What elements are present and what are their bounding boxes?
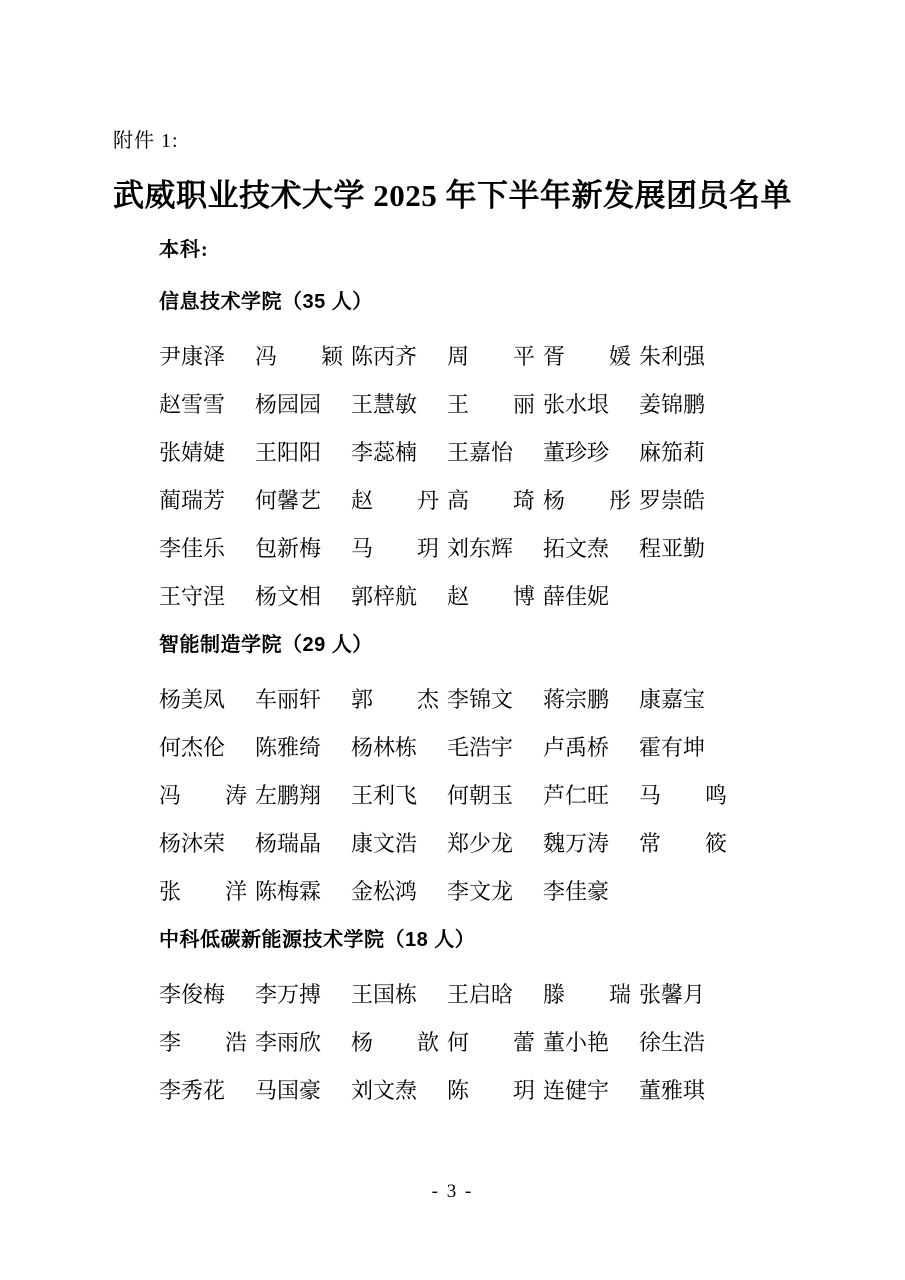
- member-name: 陈雅绮: [255, 735, 322, 760]
- member-name: 杨园园: [255, 392, 322, 417]
- attachment-label: 附件 1:: [113, 130, 179, 152]
- member-name: 郭梓航: [351, 584, 418, 609]
- member-name: 赵雪雪: [159, 392, 226, 417]
- member-name: 郑少龙: [447, 831, 514, 856]
- member-name: 王阳阳: [255, 440, 322, 465]
- member-name: 毛浩宇: [447, 735, 514, 760]
- member-name: 尹康泽: [159, 344, 226, 369]
- member-name: 卢禹桥: [543, 735, 610, 760]
- college-section: [159, 621, 799, 916]
- name-row: [159, 820, 799, 868]
- member-name: 何 蕾: [447, 1030, 536, 1055]
- member-name: 麻笳莉: [639, 440, 706, 465]
- member-name: 马国豪: [255, 1078, 322, 1103]
- member-name: 滕 瑞: [543, 982, 632, 1007]
- member-name: 王慧敏: [351, 392, 418, 417]
- member-name: 杨文相: [255, 584, 322, 609]
- member-name: 马 鸣: [639, 783, 728, 808]
- member-name: 蒋宗鹏: [543, 687, 610, 712]
- member-name: 李佳豪: [543, 879, 610, 904]
- section-heading: 智能制造学院（29 人）: [159, 634, 373, 656]
- member-name: 刘东辉: [447, 536, 514, 561]
- member-name: 李秀花: [159, 1078, 226, 1103]
- member-name: 李雨欣: [255, 1030, 322, 1055]
- name-row: [159, 477, 799, 525]
- member-name: 霍有坤: [639, 735, 706, 760]
- member-name: 李万搏: [255, 982, 322, 1007]
- sections: [159, 278, 799, 1115]
- name-row: [159, 971, 799, 1019]
- member-name: 杨瑞晶: [255, 831, 322, 856]
- member-name: 高 琦: [447, 488, 536, 513]
- member-name: 李锦文: [447, 687, 514, 712]
- member-name: 李文龙: [447, 879, 514, 904]
- member-name: 程亚勤: [639, 536, 706, 561]
- section-heading: 信息技术学院（35 人）: [159, 291, 373, 313]
- name-row: [159, 772, 799, 820]
- member-name: 杨美凤: [159, 687, 226, 712]
- member-name: 徐生浩: [639, 1030, 706, 1055]
- member-name: 王利飞: [351, 783, 418, 808]
- member-name: 芦仁旺: [543, 783, 610, 808]
- member-name: 何朝玉: [447, 783, 514, 808]
- member-name: 康嘉宝: [639, 687, 706, 712]
- member-name: 王国栋: [351, 982, 418, 1007]
- member-name: 车丽轩: [255, 687, 322, 712]
- member-name: 王启晗: [447, 982, 514, 1007]
- name-row: [159, 573, 799, 621]
- member-name: 刘文焘: [351, 1078, 418, 1103]
- name-row: [159, 1067, 799, 1115]
- member-name: 董珍珍: [543, 440, 610, 465]
- name-row: [159, 724, 799, 772]
- member-name: 拓文焘: [543, 536, 610, 561]
- member-name: 何馨艺: [255, 488, 322, 513]
- member-name: 陈丙齐: [351, 344, 418, 369]
- member-name: 包新梅: [255, 536, 322, 561]
- degree-label: 本科:: [159, 239, 209, 261]
- section-heading: 中科低碳新能源技术学院（18 人）: [159, 929, 476, 951]
- member-name: 董雅琪: [639, 1078, 706, 1103]
- member-name: 陈 玥: [447, 1078, 536, 1103]
- member-name: 王嘉怡: [447, 440, 514, 465]
- member-name: 郭 杰: [351, 687, 440, 712]
- member-name: 王守涅: [159, 584, 226, 609]
- member-name: 董小艳: [543, 1030, 610, 1055]
- member-name: 胥 媛: [543, 344, 632, 369]
- member-name: 李蕊楠: [351, 440, 418, 465]
- document-title: 武威职业技术大学 2025 年下半年新发展团员名单: [113, 178, 792, 213]
- member-name: 姜锦鹏: [639, 392, 706, 417]
- name-row: [159, 381, 799, 429]
- member-name: 杨林栋: [351, 735, 418, 760]
- name-row: [159, 333, 799, 381]
- member-name: 魏万涛: [543, 831, 610, 856]
- member-name: 常 筱: [639, 831, 728, 856]
- member-name: 李 浩: [159, 1030, 248, 1055]
- member-name: 左鹏翔: [255, 783, 322, 808]
- member-name: 李佳乐: [159, 536, 226, 561]
- member-name: 赵 博: [447, 584, 536, 609]
- name-row: [159, 525, 799, 573]
- member-name: 张馨月: [639, 982, 706, 1007]
- member-name: 金松鸿: [351, 879, 418, 904]
- member-name: 罗崇皓: [639, 488, 706, 513]
- member-name: 陈梅霖: [255, 879, 322, 904]
- name-row: [159, 676, 799, 724]
- member-name: 马 玥: [351, 536, 440, 561]
- member-name: 张 洋: [159, 879, 248, 904]
- member-name: 冯 涛: [159, 783, 248, 808]
- member-name: 赵 丹: [351, 488, 440, 513]
- page-number: - 3 -: [431, 1181, 474, 1202]
- member-name: 杨 彤: [543, 488, 632, 513]
- member-name: 张婧婕: [159, 440, 226, 465]
- member-name: 杨 歆: [351, 1030, 440, 1055]
- member-name: 薛佳妮: [543, 584, 610, 609]
- member-name: 朱利强: [639, 344, 706, 369]
- member-name: 何杰伦: [159, 735, 226, 760]
- name-row: [159, 868, 799, 916]
- member-name: 连健宇: [543, 1078, 610, 1103]
- college-section: [159, 916, 799, 1115]
- member-name: 蔺瑞芳: [159, 488, 226, 513]
- member-name: 杨沐荣: [159, 831, 226, 856]
- member-name: 康文浩: [351, 831, 418, 856]
- name-row: [159, 429, 799, 477]
- college-section: [159, 278, 799, 621]
- member-name: 李俊梅: [159, 982, 226, 1007]
- member-name: 周 平: [447, 344, 536, 369]
- member-name: 张水垠: [543, 392, 610, 417]
- name-row: [159, 1019, 799, 1067]
- member-name: 王 丽: [447, 392, 536, 417]
- member-name: 冯 颖: [255, 344, 344, 369]
